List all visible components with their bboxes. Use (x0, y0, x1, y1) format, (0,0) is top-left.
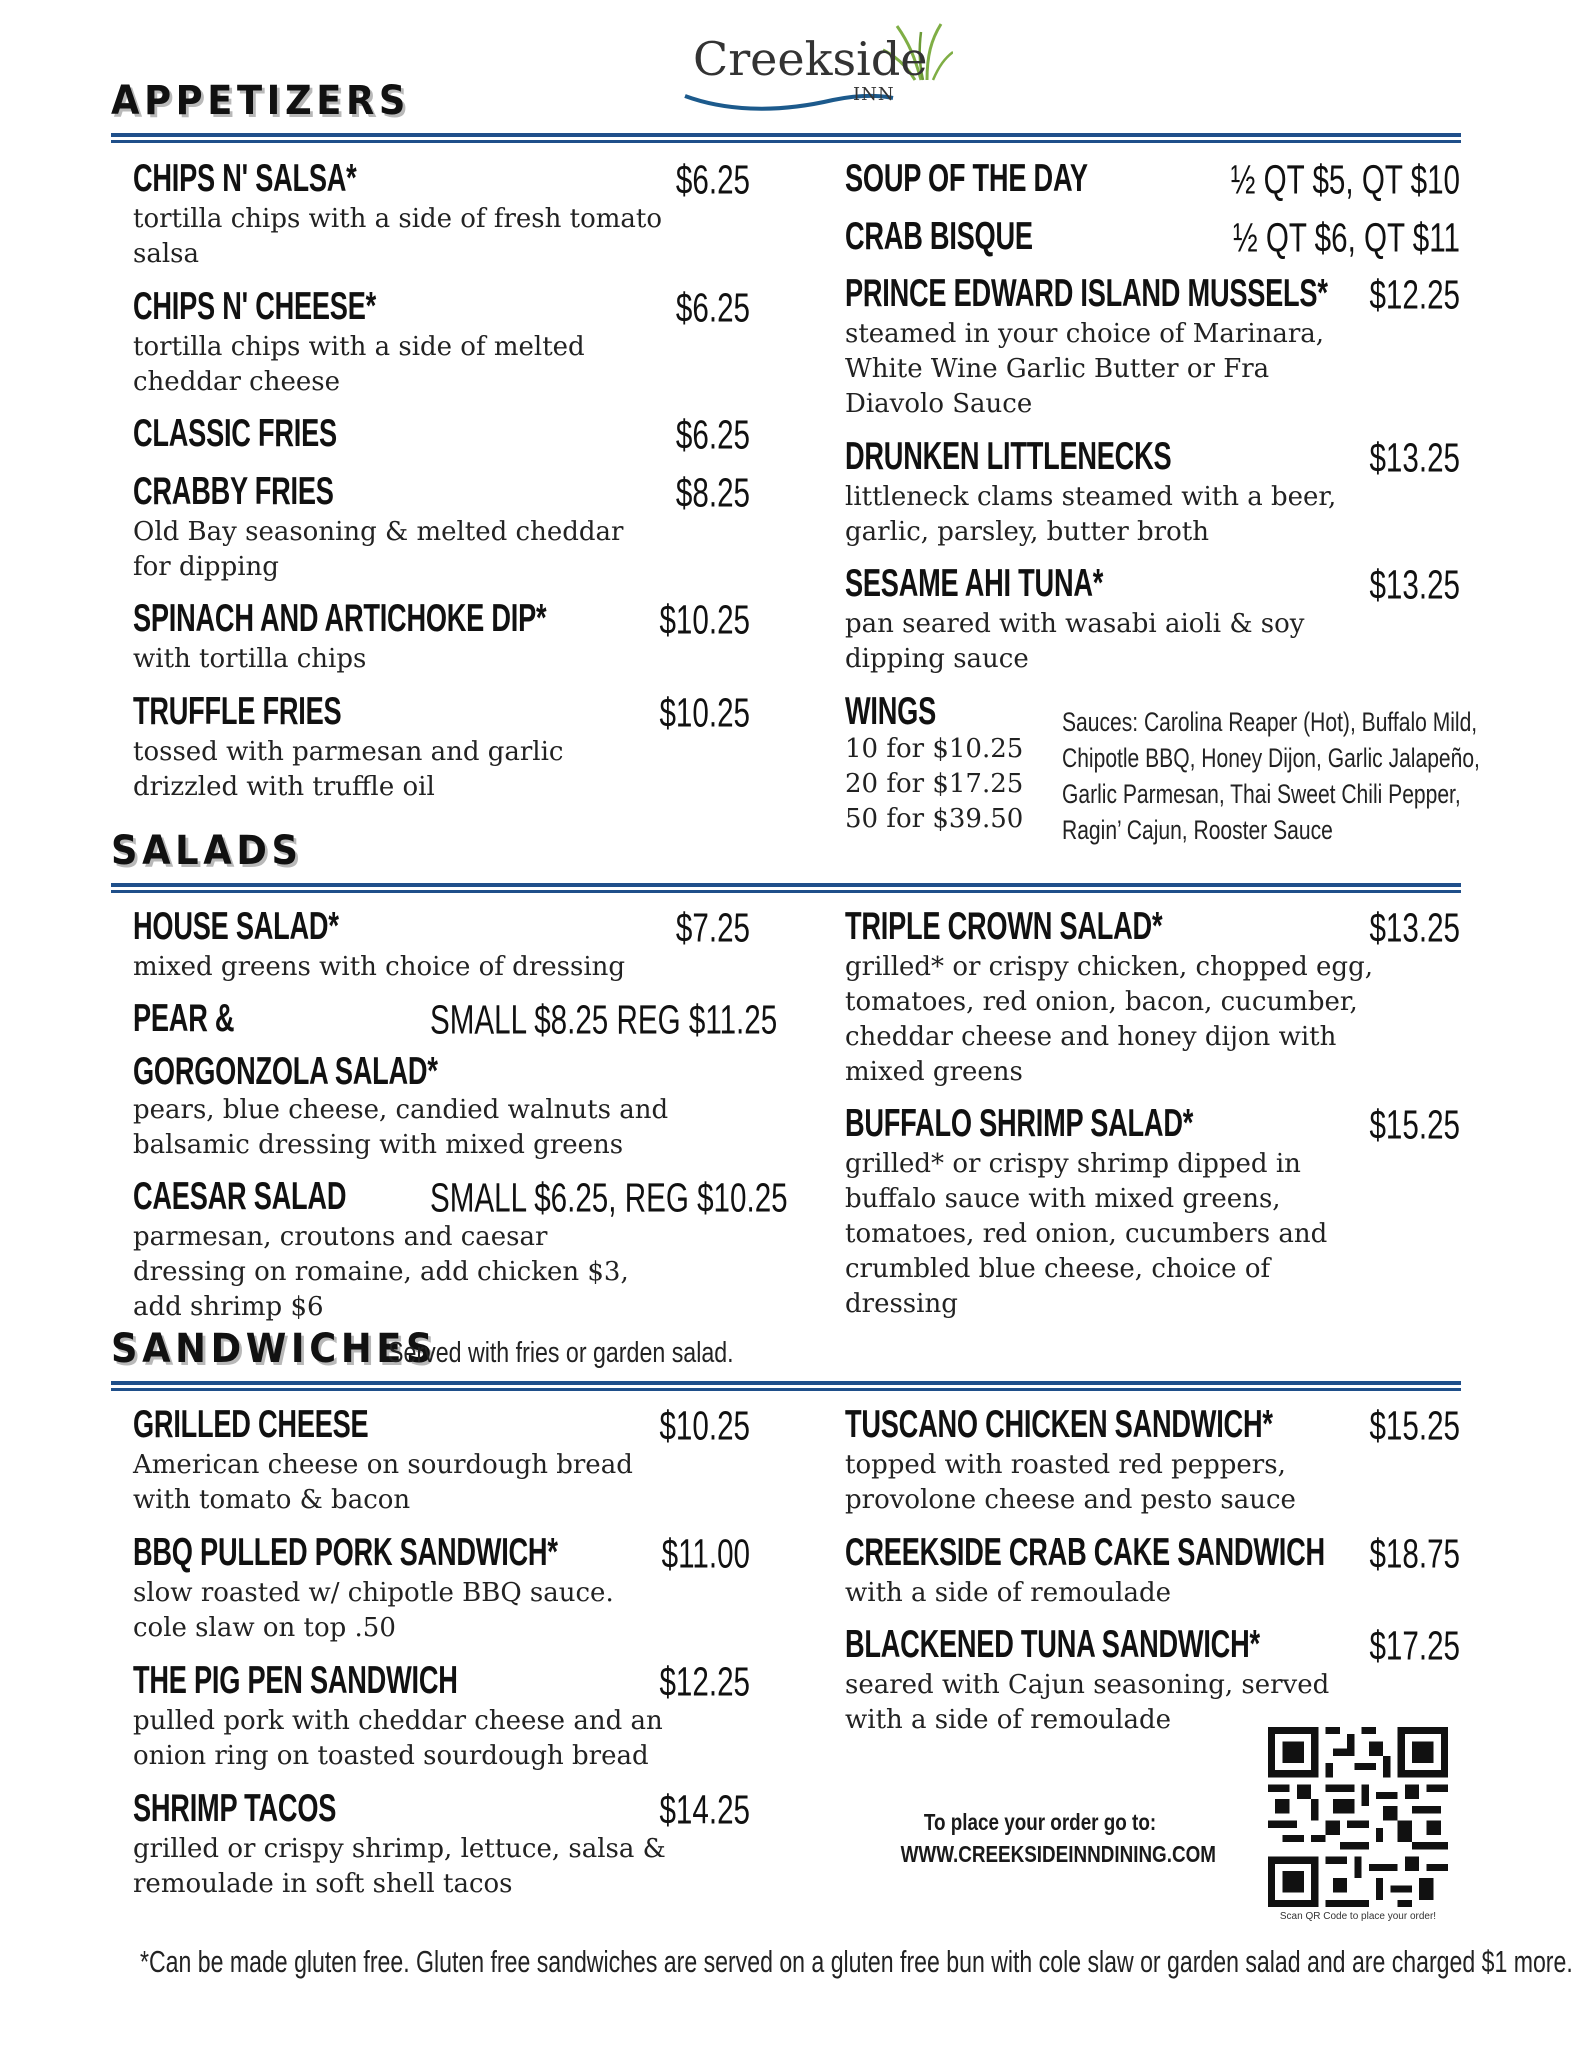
menu-item (133, 1659, 539, 1703)
qr-caption: Scan QR Code to place your order! (1279, 1911, 1437, 1922)
item-price: $6.25 (675, 412, 750, 458)
menu-item (133, 690, 394, 734)
wings-sauces (1062, 704, 1582, 848)
appetizers-heading: APPETIZERS (111, 78, 411, 124)
item-price: $10.25 (659, 690, 750, 736)
menu-item (845, 905, 1242, 949)
item-price: $13.25 (1369, 905, 1460, 951)
item-desc: seared with Cajun seasoning, served with a side of remoulade (845, 1670, 1330, 1735)
item-name: CHIPS N' CHEESE* (133, 285, 376, 329)
item-name: SESAME AHI TUNA* (845, 562, 1104, 606)
item-price: $6.25 (675, 285, 750, 331)
item-name: THE PIG PEN SANDWICH (133, 1659, 458, 1703)
wings-prices: 10 for $10.25 20 for $17.25 50 for $39.50 (845, 734, 1024, 834)
item-price: $15.25 (1369, 1102, 1460, 1148)
item-name: CHIPS N' SALSA* (133, 157, 357, 201)
item-price: $12.25 (659, 1659, 750, 1705)
item-desc: grilled* or crispy shrimp dipped in buffalo sauce with mixed greens, tomatoes, red onion, cucumbers and crumbled blue cheese, choice of dressing (845, 1149, 1328, 1319)
menu-item (133, 1175, 400, 1219)
menu-item (133, 997, 260, 1041)
sauce-line: Ragin’ Cajun, Rooster Sauce (1062, 815, 1333, 845)
item-name: WINGS (845, 690, 936, 734)
creekside-inn-logo (683, 18, 953, 118)
item-desc: steamed in your choice of Marinara, White Wine Garlic Butter or Fra Diavolo Sauce (845, 319, 1325, 419)
item-name: BUFFALO SHRIMP SALAD* (845, 1102, 1194, 1146)
item-name: DRUNKEN LITTLENECKS (845, 435, 1172, 479)
item-name: BLACKENED TUNA SANDWICH* (845, 1623, 1260, 1667)
item-name: GRILLED CHEESE (133, 1403, 369, 1447)
logo-sub: INN (853, 84, 895, 105)
sauce-line: Garlic Parmesan, Thai Sweet Chili Pepper, (1062, 779, 1461, 809)
menu-item (845, 1623, 1364, 1667)
item-price: ½ QT $6, QT $11 (1232, 215, 1460, 261)
sandwiches-note: Served with fries or garden salad. (388, 1337, 734, 1369)
menu-item (133, 412, 388, 456)
item-name: SPINACH AND ARTICHOKE DIP* (133, 597, 547, 641)
item-desc: with a side of remoulade (845, 1578, 1172, 1608)
salads-heading: SALADS (111, 828, 303, 874)
item-price: $11.00 (661, 1531, 750, 1577)
sandwiches-rule (111, 1381, 1461, 1391)
item-price: $10.25 (659, 597, 750, 643)
item-desc: mixed greens with choice of dressing (133, 952, 626, 982)
item-desc: pears, blue cheese, candied walnuts and balsamic dressing with mixed greens (133, 1095, 669, 1160)
item-desc: pulled pork with cheddar cheese and an onion ring on toasted sourdough bread (133, 1706, 663, 1771)
item-price: SMALL $8.25 REG $11.25 (430, 997, 778, 1043)
item-price: $17.25 (1369, 1623, 1460, 1669)
wings-item (845, 690, 959, 734)
item-price: $13.25 (1369, 435, 1460, 481)
item-name: PRINCE EDWARD ISLAND MUSSELS* (845, 272, 1328, 316)
item-price: $10.25 (659, 1403, 750, 1449)
menu-item (133, 1787, 387, 1831)
item-desc: grilled or crispy shrimp, lettuce, salsa & remoulade in soft shell tacos (133, 1834, 666, 1899)
item-name: PEAR & (133, 997, 235, 1041)
item-name: CREEKSIDE CRAB CAKE SANDWICH (845, 1531, 1325, 1575)
menu-item-cont (133, 1050, 514, 1094)
item-desc: American cheese on sourdough bread with tomato & bacon (133, 1450, 633, 1515)
item-desc: parmesan, croutons and caesar dressing on romaine, add chicken $3, add shrimp $6 (133, 1222, 629, 1322)
item-desc: slow roasted w/ chipotle BBQ sauce. cole slaw on top .50 (133, 1578, 614, 1643)
item-desc: topped with roasted red peppers, provolone cheese and pesto sauce (845, 1450, 1296, 1515)
item-desc: pan seared with wasabi aioli & soy dipping sauce (845, 609, 1305, 674)
item-desc: with tortilla chips (133, 644, 367, 674)
sauce-line: Chipotle BBQ, Honey Dijon, Garlic Jalapeño, (1062, 743, 1480, 773)
item-desc: littleneck clams steamed with a beer, garlic, parsley, butter broth (845, 482, 1337, 547)
menu-item (845, 1102, 1280, 1146)
item-desc: tortilla chips with a side of melted cheddar cheese (133, 332, 585, 397)
menu-item (133, 157, 412, 201)
order-url[interactable]: WWW.CREEKSIDEINNDINING.COM (900, 1841, 1216, 1867)
logo-name: Creekside (693, 32, 928, 86)
qr-code-icon (1268, 1727, 1448, 1907)
order-info (870, 1806, 1216, 1870)
gluten-free-footnote: *Can be made gluten free. Gluten free sandwiches are served on a gluten free bun with cole slaw or garden salad and are charged $1 more. (140, 1944, 1573, 1979)
item-name: CRABBY FRIES (133, 470, 334, 514)
item-name: CAESAR SALAD (133, 1175, 347, 1219)
item-price: SMALL $6.25, REG $10.25 (430, 1175, 788, 1221)
item-desc: tossed with parmesan and garlic drizzled with truffle oil (133, 737, 564, 802)
sandwiches-heading: SANDWICHES (111, 1326, 438, 1372)
item-price: $13.25 (1369, 562, 1460, 608)
menu-item (133, 597, 650, 641)
menu-item (133, 285, 437, 329)
menu-item (133, 1531, 664, 1575)
appetizers-rule (111, 133, 1461, 143)
item-name: GORGONZOLA SALAD* (133, 1050, 438, 1094)
salads-rule (111, 883, 1461, 893)
item-name: TRUFFLE FRIES (133, 690, 342, 734)
menu-item (845, 215, 1080, 259)
item-name: HOUSE SALAD* (133, 905, 339, 949)
menu-item (133, 905, 390, 949)
item-price: ½ QT $5, QT $10 (1230, 157, 1460, 203)
item-price: $15.25 (1369, 1403, 1460, 1449)
item-price: $12.25 (1369, 272, 1460, 318)
item-name: SOUP OF THE DAY (845, 157, 1088, 201)
item-name: CRAB BISQUE (845, 215, 1033, 259)
item-price: $18.75 (1369, 1531, 1460, 1577)
item-name: BBQ PULLED PORK SANDWICH* (133, 1531, 558, 1575)
menu-item (845, 157, 1148, 201)
item-name: CLASSIC FRIES (133, 412, 337, 456)
item-name: TUSCANO CHICKEN SANDWICH* (845, 1403, 1273, 1447)
menu-item (133, 470, 384, 514)
item-name: TRIPLE CROWN SALAD* (845, 905, 1163, 949)
order-line1: To place your order go to: (923, 1809, 1157, 1835)
item-name: SHRIMP TACOS (133, 1787, 337, 1831)
menu-item (845, 562, 1168, 606)
item-price: $6.25 (675, 157, 750, 203)
menu-item (133, 1403, 427, 1447)
qr-code[interactable] (1268, 1727, 1448, 1907)
menu-item (845, 435, 1253, 479)
item-price: $14.25 (659, 1787, 750, 1833)
item-price: $7.25 (675, 905, 750, 951)
item-desc: tortilla chips with a side of fresh tomato salsa (133, 204, 663, 269)
sauce-line: Sauces: Carolina Reaper (Hot), Buffalo Mild, (1062, 707, 1478, 737)
item-desc: grilled* or crispy chicken, chopped egg, tomatoes, red onion, bacon, cucumber, cheddar cheese and honey dijon with mixed greens (845, 952, 1373, 1087)
item-desc: Old Bay seasoning & melted cheddar for dipping (133, 517, 624, 582)
item-price: $8.25 (675, 470, 750, 516)
